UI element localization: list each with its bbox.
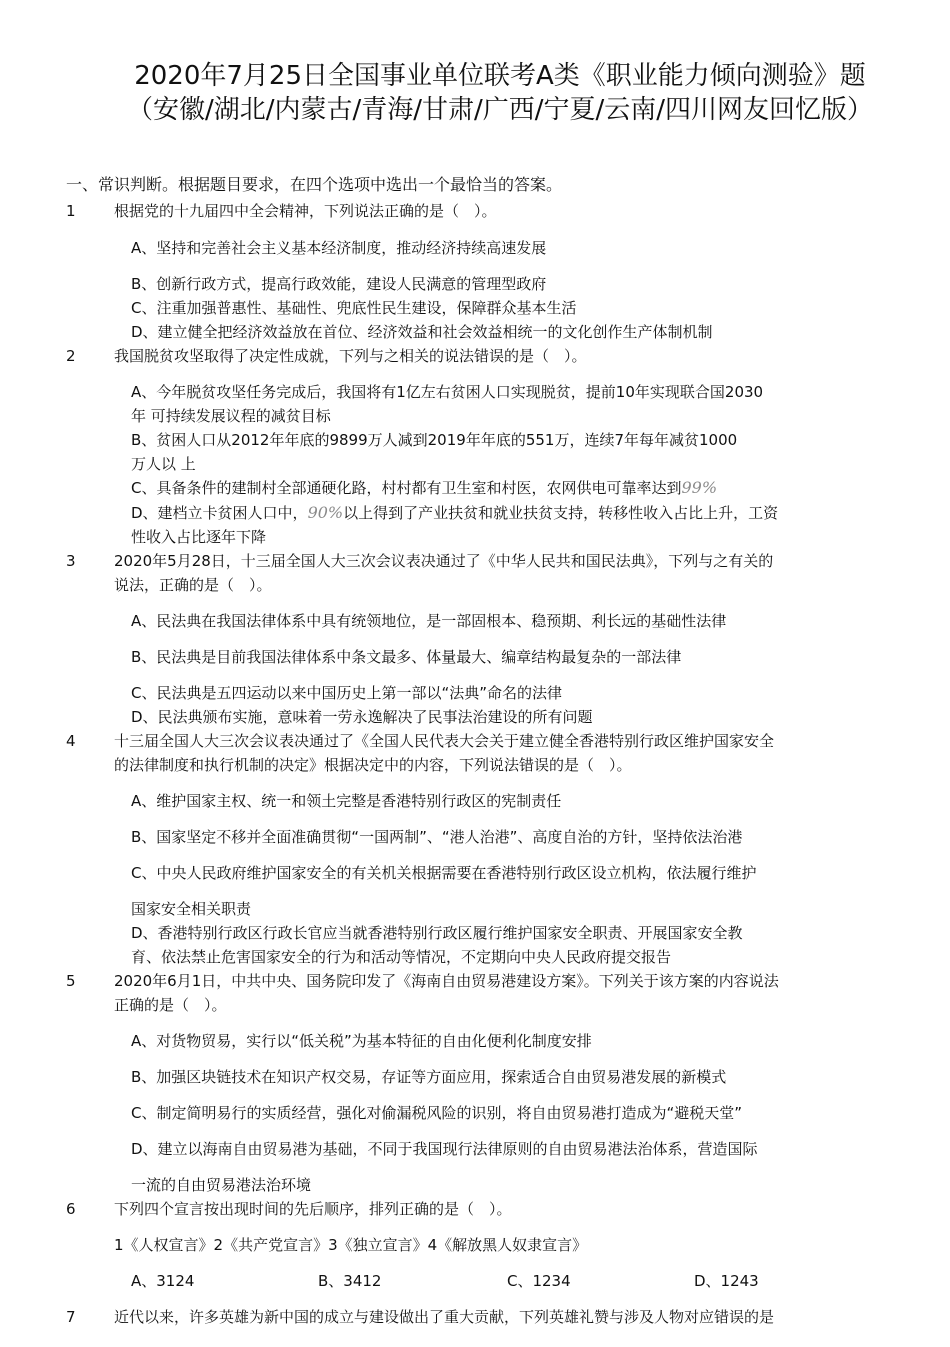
- option-d: D、1243: [694, 1272, 759, 1290]
- question-number: 5: [66, 972, 76, 990]
- option-c-line-2: 国家安全相关职责: [131, 900, 252, 918]
- option-c: C、民法典是五四运动以来中国历史上第一部以“法典”命名的法律: [131, 684, 563, 702]
- question-items: 1《人权宣言》2《共产党宣言》3《独立宣言》4《解放黑人奴隶宣言》: [114, 1236, 588, 1254]
- option-c: C、注重加强普惠性、基础性、兜底性民生建设，保障群众基本生活: [131, 299, 577, 317]
- option-d-text-post: 以上得到了产业扶贫和就业扶贫支持，转移性收入占比上升，工资: [343, 504, 779, 522]
- option-b-line-2: 万人以 上: [131, 455, 196, 473]
- option-b: B、创新行政方式，提高行政效能，建设人民满意的管理型政府: [131, 275, 547, 293]
- section-heading: 一、常识判断。根据题目要求，在四个选项中选出一个最恰当的答案。: [66, 175, 563, 194]
- question-number: 3: [66, 552, 76, 570]
- question-number: 1: [66, 202, 76, 220]
- option-c: C、1234: [507, 1272, 571, 1290]
- question-stem-line-1: 十三届全国人大三次会议表决通过了《全国人民代表大会关于建立健全香港特别行政区维护国家安全: [114, 732, 775, 750]
- option-c-line-1: C、中央人民政府维护国家安全的有关机关根据需要在香港特别行政区设立机构，依法履行维护: [131, 864, 757, 882]
- question-stem: 近代以来，许多英雄为新中国的成立与建设做出了重大贡献，下列英雄礼赞与涉及人物对应错误的是: [114, 1308, 775, 1326]
- question-stem: 根据党的十九届四中全会精神，下列说法正确的是（ ）。: [114, 202, 497, 220]
- option-d-line-1: [131, 503, 778, 523]
- percent-99: 99%: [681, 478, 718, 497]
- option-b: B、加强区块链技术在知识产权交易，存证等方面应用，探索适合自由贸易港发展的新模式: [131, 1068, 727, 1086]
- option-a: A、3124: [131, 1272, 195, 1290]
- option-a: A、民法典在我国法律体系中具有统领地位，是一部固根本、稳预期、利长远的基础性法律: [131, 612, 727, 630]
- option-d-line-1: D、香港特别行政区行政长官应当就香港特别行政区履行维护国家安全职责、开展国家安全教: [131, 924, 743, 942]
- title-line-2: （安徽/湖北/内蒙古/青海/甘肃/广西/宁夏/云南/四川网友回忆版）: [126, 95, 874, 125]
- option-a-line-2: 年 可持续发展议程的减贫目标: [131, 407, 331, 425]
- option-a: A、维护国家主权、统一和领土完整是香港特别行政区的宪制责任: [131, 792, 562, 810]
- option-a: A、坚持和完善社会主义基本经济制度，推动经济持续高速发展: [131, 239, 547, 257]
- option-d-line-1: D、建立以海南自由贸易港为基础，不同于我国现行法律原则的自由贸易港法治体系，营造国际: [131, 1140, 758, 1158]
- option-d: D、建立健全把经济效益放在首位、经济效益和社会效益相统一的文化创作生产体制机制: [131, 323, 713, 341]
- title-line-1: 2020年7月25日全国事业单位联考A类《职业能力倾向测验》题: [134, 61, 866, 91]
- option-b: B、3412: [318, 1272, 382, 1290]
- question-stem: 我国脱贫攻坚取得了决定性成就，下列与之相关的说法错误的是（ ）。: [114, 347, 587, 365]
- option-d-line-2: 性收入占比逐年下降: [131, 528, 267, 546]
- question-stem: 下列四个宣言按出现时间的先后顺序，排列正确的是（ ）。: [114, 1200, 512, 1218]
- option-c: C、制定简明易行的实质经营，强化对偷漏税风险的识别，将自由贸易港打造成为“避税天堂”: [131, 1104, 743, 1122]
- question-number: 2: [66, 347, 76, 365]
- option-b-line-1: B、贫困人口从2012年年底的9899万人减到2019年年底的551万，连续7年每年减贫1000: [131, 431, 738, 449]
- question-stem-line-2: 的法律制度和执行机制的决定》根据决定中的内容，下列说法错误的是（ ）。: [114, 756, 632, 774]
- option-d-text-pre: D、建档立卡贫困人口中，: [131, 504, 308, 522]
- option-d-line-2: 育、依法禁止危害国家安全的行为和活动等情况，不定期向中央人民政府提交报告: [131, 948, 672, 966]
- option-d-line-2: 一流的自由贸易港法治环境: [131, 1176, 312, 1194]
- percent-90: 90%: [307, 503, 344, 522]
- option-c-text: C、具备条件的建制村全部通硬化路，村村都有卫生室和村医，农网供电可靠率达到: [131, 479, 682, 497]
- option-d: D、民法典颁布实施，意味着一劳永逸解决了民事法治建设的所有问题: [131, 708, 593, 726]
- option-b: B、民法典是目前我国法律体系中条文最多、体量最大、编章结构最复杂的一部法律: [131, 648, 682, 666]
- option-a-line-1: A、今年脱贫攻坚任务完成后，我国将有1亿左右贫困人口实现脱贫，提前10年实现联合国2030: [131, 383, 764, 401]
- question-stem-line-1: 2020年5月28日，十三届全国人大三次会议表决通过了《中华人民共和国民法典》，下列与之有关的: [114, 552, 774, 570]
- question-number: 7: [66, 1308, 76, 1326]
- option-c: [131, 478, 717, 498]
- question-number: 6: [66, 1200, 76, 1218]
- question-stem-line-1: 2020年6月1日，中共中央、国务院印发了《海南自由贸易港建设方案》。下列关于该方案的内容说法: [114, 972, 779, 990]
- question-number: 4: [66, 732, 76, 750]
- question-stem-line-2: 说法，正确的是（ ）。: [114, 576, 272, 594]
- option-b: B、国家坚定不移并全面准确贯彻“一国两制”、“港人治港”、高度自治的方针，坚持依法治港: [131, 828, 743, 846]
- option-a: A、对货物贸易，实行以“低关税”为基本特征的自由化便利化制度安排: [131, 1032, 592, 1050]
- question-stem-line-2: 正确的是（ ）。: [114, 996, 227, 1014]
